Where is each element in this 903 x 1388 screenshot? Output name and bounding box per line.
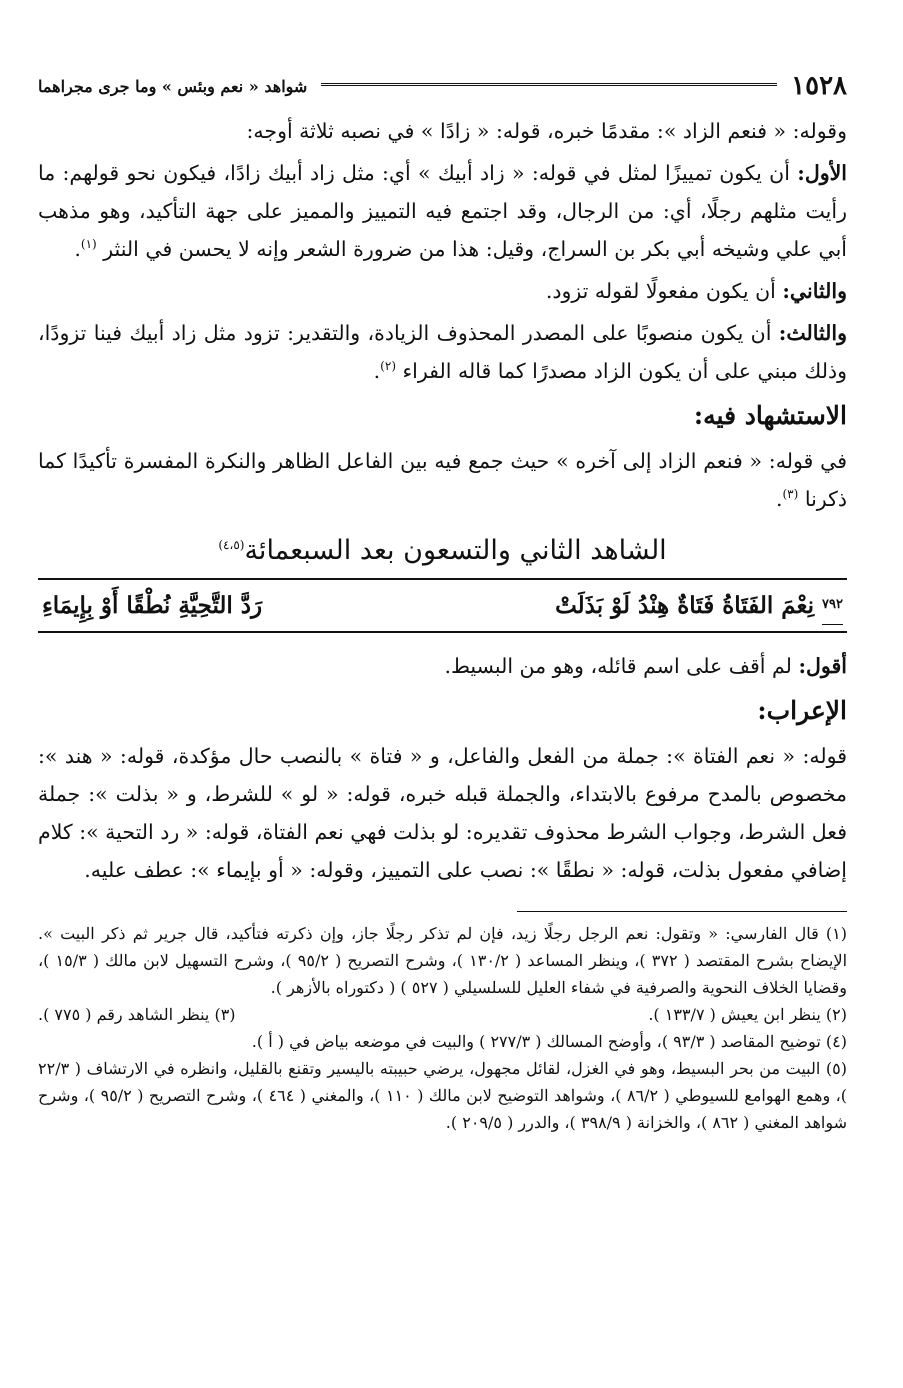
main-text	[38, 112, 847, 889]
header-rule	[321, 83, 777, 89]
punctuation: .	[74, 237, 81, 261]
verse-second-hemistich: رَدَّ التَّحِيَّةِ نُطْقًا أَوْ بِإِيمَاءِ	[41, 591, 263, 619]
paragraph-citation	[38, 442, 847, 518]
paragraph-parsing: قوله: « نعم الفتاة »: جملة من الفعل والفاعل، و « فتاة » بالنصب حال مؤكدة، قوله: « هند »: مخصوص بالمدح مرفوع بالابتداء، والجملة قبله خبره، قوله: « لو » للشرط، و « بذلت »: جملة فعل الشرط، وجواب الشرط محذوف تقديره: لو بذلت فهي نعم الفتاة، قوله: « رد التحية »: كلام إضافي مفعول بذلت، قوله: « نطقًا »: نصب على التمييز، وقوله: « أو بإيماء »: عطف عليه.	[38, 744, 847, 882]
verse-number: ٧٩٢	[822, 586, 843, 625]
footnote-3: (٣) ينظر الشاهد رقم ( ٧٧٥ ).	[38, 1005, 236, 1024]
paragraph-first-aspect	[38, 154, 847, 268]
verse-first-hemistich: نِعْمَ الفَتَاةُ فَتَاةٌ هِنْدُ لَوْ بَذَلَتْ	[555, 591, 815, 619]
footnote-ref[interactable]: (٢)	[380, 359, 396, 374]
paragraph-intro: وقوله: « فنعم الزاد »: مقدمًا خبره، قوله: « زادًا » في نصبه ثلاثة أوجه:	[246, 119, 847, 143]
footnote-4: (٤) توضيح المقاصد ( ٩٣/٣ )، وأوضح المسالك ( ٢٧٧/٣ ) والبيت في موضعه بياض في ( أ ).	[251, 1032, 847, 1051]
footnote-1: (١) قال الفارسي: « وتقول: نعم الرجل رجلًا زيد، فإن لم تذكر رجلًا جاز، وإن ذكرته فتأكيد، قال جرير ثم ذكر البيت ». الإيضاح بشرح المقتصد ( ٣٧٢ )، وينظر المساعد ( ١٣٠/٢ )، وشرح التصريح ( ٩٥/٢ )، وشرح التسهيل لابن مالك ( ١٥/٣ )، وقضايا الخلاف النحوية والصرفية في شفاء العليل للسلسيلي ( ٥٢٧ ) ( دكتوراه بالأزهر ).	[38, 924, 848, 997]
page-number: ١٥٢٨	[791, 71, 847, 101]
witness-title-text: الشاهد الثاني والتسعون بعد السبعمائة	[244, 535, 667, 566]
witness-title	[38, 524, 847, 578]
paragraph-third-aspect	[38, 314, 847, 390]
running-title: شواهد « نعم وبئس » وما جرى مجراهما	[38, 76, 308, 96]
paragraph-text: لم أقف على اسم قائله، وهو من البسيط.	[444, 654, 792, 678]
section-heading-parsing: الإعراب:	[757, 696, 847, 725]
lead-word: والثاني:	[782, 279, 847, 303]
paragraph-text: في قوله: « فنعم الزاد إلى آخره » حيث جمع فيه بين الفاعل الظاهر والنكرة المفسرة تأكيدًا كما ذكرنا	[38, 449, 847, 511]
paragraph-attribution	[38, 647, 847, 685]
footnote-separator	[517, 911, 847, 912]
lead-word: والثالث:	[778, 321, 847, 345]
punctuation: .	[775, 487, 783, 511]
lead-word: أقول:	[798, 654, 847, 678]
footnote-pair	[38, 1001, 847, 1028]
footnote-5: (٥) البيت من بحر البسيط، وهو في الغزل، لقائل مجهول، يرضي حبيبته باليسير وتقنع بالقليل، وانظره في الارتشاف ( ٢٢/٣ )، وهمع الهوامع للسيوطي ( ٨٦/٢ )، وشواهد التوضيح لابن مالك ( ١١٠ )، والمغني ( ٤٦٤ )، وشرح التصريح ( ٩٥/٢ )، وشرح شواهد المغني ( ٨٦٢ )، والخزانة ( ٣٩٨/٩ )، والدرر ( ٢٠٩/٥ ).	[38, 1059, 848, 1132]
paragraph-second-aspect	[38, 272, 847, 310]
footnote-ref[interactable]: (٤،٥)	[218, 538, 245, 552]
section-heading-citation: الاستشهاد فيه:	[693, 401, 847, 430]
footnote-ref[interactable]: (١)	[80, 237, 97, 252]
paragraph-text: أن يكون تمييزًا لمثل في قوله: « زاد أبيك » أي: مثل زاد أبيك زادًا، فيكون نحو قولهم: ما رأيت مثلهم رجلًا، أي: من الرجال، وقد اجتمع فيه التمييز والمميز على جهة التأكيد، وهو مذهب أبي علي وشيخه أبي بكر بن السراج، وقيل: هذا من ضرورة الشعر وإنه لا يحسن في النثر	[38, 161, 847, 261]
paragraph-text: أن يكون منصوبًا على المصدر المحذوف الزيادة، والتقدير: تزود مثل زاد أبيك فينا تزودًا، وذلك مبني على أن يكون الزاد مصدرًا كما قاله الفراء	[38, 321, 847, 383]
paragraph-text: أن يكون مفعولًا لقوله تزود.	[545, 279, 776, 303]
verse-line	[38, 578, 847, 633]
book-page	[38, 66, 847, 1378]
footnotes	[38, 920, 847, 1136]
footnote-2: (٢) ينظر ابن يعيش ( ١٣٣/٧ ).	[648, 1005, 847, 1024]
page-header	[38, 66, 847, 106]
lead-word: الأول:	[797, 161, 847, 185]
footnote-ref[interactable]: (٣)	[782, 487, 799, 502]
punctuation: .	[373, 359, 381, 383]
